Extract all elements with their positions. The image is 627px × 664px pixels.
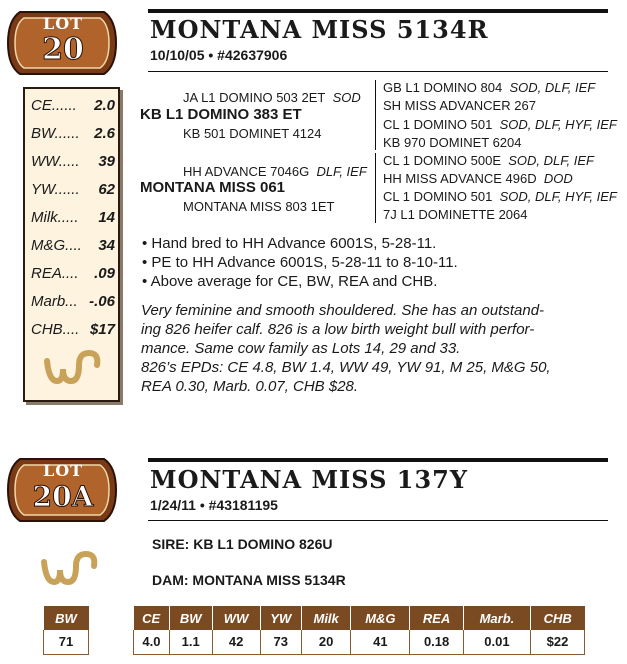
description-line: Very feminine and smooth shouldered. She has an outstand- [141, 302, 545, 319]
table-cell: 0.18 [410, 630, 464, 654]
pedigree-ancestor: CL 1 DOMINO 500E SOD, DLF, IEF [383, 153, 594, 168]
pedigree-ancestor: CL 1 DOMINO 501 SOD, DLF, HYF, IEF [383, 189, 617, 204]
table-header: YW [260, 606, 301, 630]
lot-20a-bw-table [43, 606, 89, 655]
bullet-item: • Above average for CE, BW, REA and CHB. [142, 273, 438, 290]
pedigree-ancestor: 7J L1 DOMINETTE 2064 [383, 207, 528, 222]
table-header: BW [44, 606, 89, 630]
lot-20a-name: MONTANA MISS 137Y [150, 465, 469, 494]
table-header: WW [212, 606, 260, 630]
pedigree-dam: MONTANA MISS 061 [140, 179, 286, 196]
table-cell: 0.01 [463, 630, 530, 654]
pedigree-sire-bottom: KB 501 DOMINET 4124 [183, 126, 322, 141]
pedigree-dam-top: HH ADVANCE 7046G DLF, IEF [183, 164, 367, 179]
lot-20-header-rule [148, 9, 608, 13]
epd-row: YW...... 62 [31, 181, 115, 198]
table-header: CHB [530, 606, 584, 630]
lot-20-number: 20 [42, 32, 84, 67]
brand-icon [41, 347, 103, 396]
description-line: REA 0.30, Marb. 0.07, CHB $28. [141, 378, 359, 395]
pedigree-divider [375, 80, 376, 150]
epd-row: CE...... 2.0 [31, 97, 115, 114]
pedigree-ancestor: GB L1 DOMINO 804 SOD, DLF, IEF [383, 80, 596, 95]
description-line: 826’s EPDs: CE 4.8, BW 1.4, WW 49, YW 91, M 25, M&G 50, [141, 359, 551, 376]
pedigree-ancestor: SH MISS ADVANCER 267 [383, 98, 536, 113]
pedigree-ancestor: CL 1 DOMINO 501 SOD, DLF, HYF, IEF [383, 117, 617, 132]
epd-row: WW..... 39 [31, 153, 115, 170]
table-cell: 4.0 [134, 630, 170, 654]
lot-20a-number: 20A [32, 480, 94, 513]
pedigree-divider [375, 153, 376, 223]
lot-20a-epd-table [133, 606, 585, 655]
table-cell: 1.1 [169, 630, 212, 654]
lot-20-description [141, 301, 611, 396]
table-cell: $22 [530, 630, 584, 654]
pedigree-sire-top: JA L1 DOMINO 503 2ET SOD [183, 90, 361, 105]
epd-row: BW...... 2.6 [31, 125, 115, 142]
description-line: mance. Same cow family as Lots 14, 29 and 33. [141, 340, 461, 357]
table-header: BW [169, 606, 212, 630]
table-header: REA [410, 606, 464, 630]
pedigree-ancestor: HH MISS ADVANCE 496D DOD [383, 171, 573, 186]
table-header: CE [134, 606, 170, 630]
lot-20a-dam: DAM: MONTANA MISS 5134R [152, 572, 346, 588]
epd-row: CHB.... $17 [31, 321, 115, 338]
pedigree-dam-bottom: MONTANA MISS 803 1ET [183, 199, 335, 214]
lot-20a-sire: SIRE: KB L1 DOMINO 826U [152, 536, 333, 552]
lot-20-lot-word: LOT [42, 14, 84, 33]
lot-20a-sub-rule [148, 520, 608, 521]
table-header: M&G [351, 606, 410, 630]
lot-20a-header-rule [148, 458, 608, 462]
pedigree-ancestor: KB 970 DOMINET 6204 [383, 135, 522, 150]
lot-20a-dob-reg: 1/24/11 • #43181195 [150, 497, 278, 513]
table-cell: 73 [260, 630, 301, 654]
table-cell: 41 [351, 630, 410, 654]
table-header: Marb. [463, 606, 530, 630]
pedigree-sire: KB L1 DOMINO 383 ET [140, 106, 302, 123]
table-cell: 42 [212, 630, 260, 654]
description-line: ing 826 heifer calf. 826 is a low birth weight bull with perfor- [141, 321, 535, 338]
epd-row: Milk..... 14 [31, 209, 115, 226]
lot-20-sub-rule [148, 71, 608, 72]
lot-20a-lot-word: LOT [42, 461, 84, 480]
lot-20-name: MONTANA MISS 5134R [150, 15, 489, 44]
brand-icon [38, 548, 100, 597]
lot-20-dob-reg: 10/10/05 • #42637906 [150, 47, 288, 63]
bullet-item: • PE to HH Advance 6001S, 5-28-11 to 8-10-11. [142, 254, 458, 271]
table-cell: 71 [44, 630, 89, 654]
lot-20-bullets [142, 234, 458, 291]
bullet-item: • Hand bred to HH Advance 6001S, 5-28-11. [142, 235, 437, 252]
table-cell: 20 [301, 630, 350, 654]
epd-row: REA.... .09 [31, 265, 115, 282]
lot-20-epd-panel [23, 87, 120, 402]
table-header: Milk [301, 606, 350, 630]
epd-row: Marb... -.06 [31, 293, 115, 310]
epd-row: M&G.... 34 [31, 237, 115, 254]
